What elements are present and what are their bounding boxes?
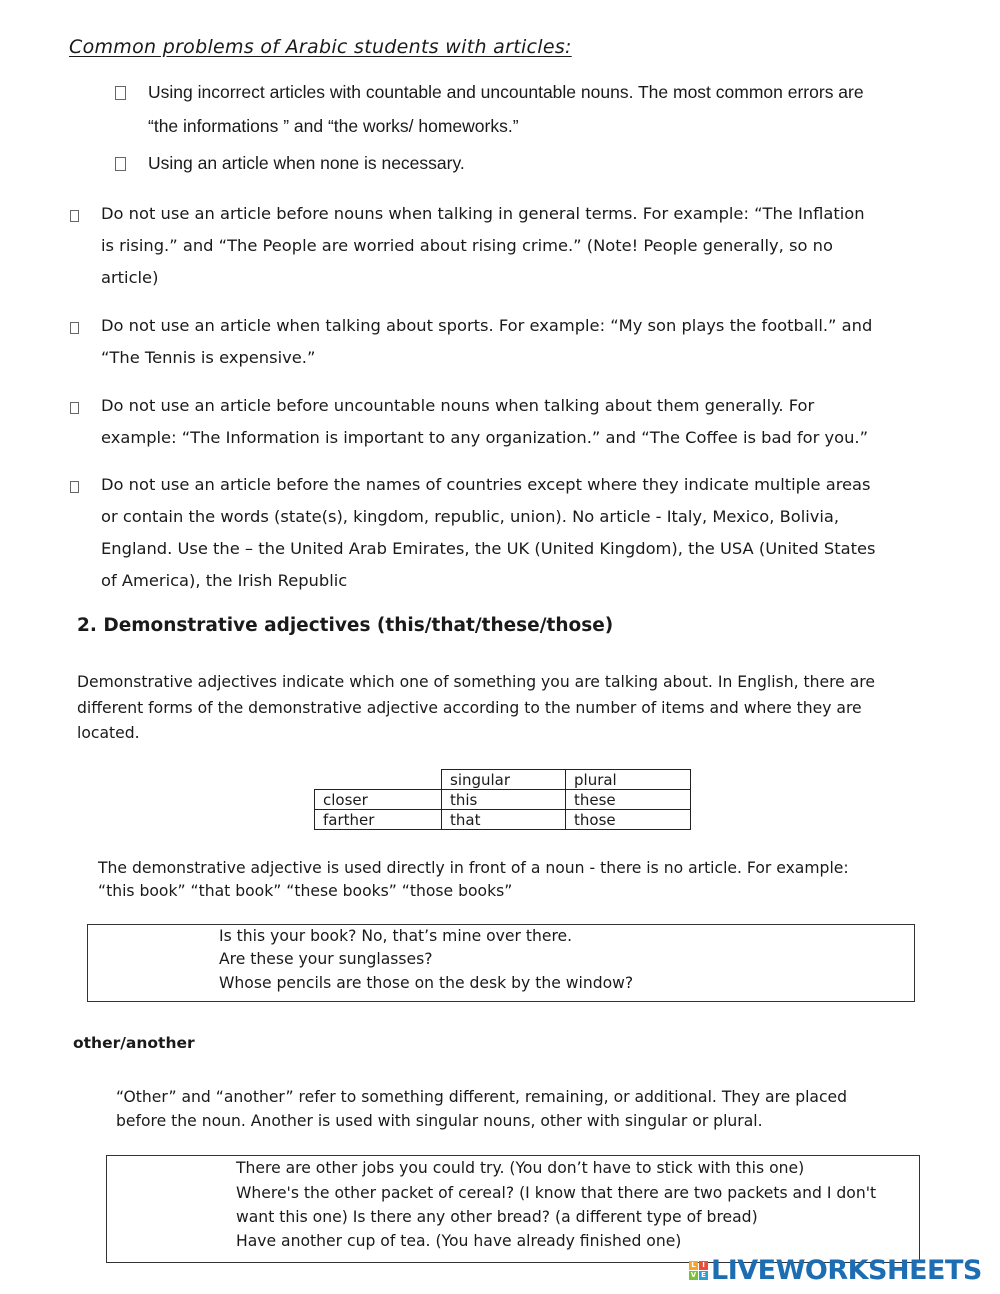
table-row — [315, 790, 691, 810]
table-cell: closer — [315, 790, 442, 810]
bullet-icon — [70, 481, 79, 493]
list-item-text: or contain the words (state(s), kingdom, republic, union). No article - Italy, Mexico, Bolivia, — [101, 507, 840, 526]
example-line: Whose pencils are those on the desk by the window? — [219, 974, 634, 992]
example-box — [87, 924, 915, 1002]
table-row — [315, 810, 691, 830]
table-cell: that — [442, 810, 566, 830]
subsection-title: other/another — [73, 1034, 195, 1052]
paragraph-line: The demonstrative adjective is used directly in front of a noun - there is no article. For example: — [98, 859, 849, 877]
list-item-text: Using incorrect articles with countable and uncountable nouns. The most common errors are — [148, 82, 864, 102]
paragraph-line: located. — [77, 724, 140, 742]
list-item — [115, 81, 955, 143]
example-line: There are other jobs you could try. (You don’t have to stick with this one) — [236, 1159, 805, 1177]
list-item-text: “The Tennis is expensive.” — [101, 348, 316, 367]
example-line: Is this your book? No, that’s mine over there. — [219, 927, 573, 945]
logo-blocks-icon: L I V E — [689, 1261, 708, 1280]
example-line: Where's the other packet of cereal? (I know that there are two packets and I don't — [236, 1184, 877, 1202]
table-header: plural — [566, 770, 691, 790]
example-line: want this one) Is there any other bread? (a different type of bread) — [236, 1208, 758, 1226]
example-box — [106, 1155, 920, 1263]
list-item-text: Do not use an article before uncountable nouns when talking about them generally. For — [101, 396, 815, 415]
list-item — [70, 475, 940, 597]
table-header: singular — [442, 770, 566, 790]
bullet-icon — [115, 86, 126, 100]
logo-text: LIVEWORKSHEETS — [711, 1255, 982, 1286]
list-item-text: “the informations ” and “the works/ homeworks.” — [148, 116, 519, 136]
table-cell: farther — [315, 810, 442, 830]
bullet-icon — [70, 322, 79, 334]
table-cell: these — [566, 790, 691, 810]
bullet-icon — [70, 402, 79, 414]
paragraph-line: “this book” “that book” “these books” “those books” — [98, 882, 513, 900]
list-item-text: Do not use an article before nouns when talking in general terms. For example: “The Inflation — [101, 204, 865, 223]
list-item-text: Do not use an article when talking about sports. For example: “My son plays the football.” and — [101, 316, 873, 335]
list-item-text: of America), the Irish Republic — [101, 571, 348, 590]
list-item — [70, 316, 940, 374]
bullet-icon — [115, 157, 126, 171]
list-item-text: is rising.” and “The People are worried about rising crime.” (Note! People generally, so no — [101, 236, 833, 255]
list-item — [115, 152, 955, 180]
other-paragraph — [116, 1086, 976, 1133]
example-line: Have another cup of tea. (You have already finished one) — [236, 1232, 682, 1250]
table-cell: those — [566, 810, 691, 830]
intro-paragraph — [77, 670, 957, 747]
list-item-text: England. Use the – the United Arab Emirates, the UK (United Kingdom), the USA (United States — [101, 539, 876, 558]
list-item-text: example: “The Information is important to any organization.” and “The Coffee is bad for you.” — [101, 428, 869, 447]
demonstrative-table — [314, 769, 691, 830]
table-row — [315, 770, 691, 790]
paragraph-line: different forms of the demonstrative adjective according to the number of items and where they are — [77, 698, 862, 717]
page-heading: Common problems of Arabic students with articles: — [69, 36, 572, 58]
example-line: Are these your sunglasses? — [219, 950, 433, 968]
table-cell: this — [442, 790, 566, 810]
paragraph-line: before the noun. Another is used with singular nouns, other with singular or plural. — [116, 1111, 763, 1130]
list-item-text: Using an article when none is necessary. — [148, 153, 465, 173]
table-cell — [315, 770, 442, 790]
list-item — [70, 396, 940, 454]
paragraph-line: “Other” and “another” refer to something different, remaining, or additional. They are placed — [116, 1088, 848, 1106]
bullet-icon — [70, 210, 79, 222]
section-title: 2. Demonstrative adjectives (this/that/these/those) — [77, 615, 614, 636]
list-item-text: article) — [101, 268, 159, 287]
paragraph-line: Demonstrative adjectives indicate which one of something you are talking about. In English, there are — [77, 673, 875, 691]
list-item — [70, 204, 940, 294]
liveworksheets-logo — [689, 1255, 982, 1286]
note-paragraph — [98, 857, 958, 903]
list-item-text: Do not use an article before the names of countries except where they indicate multiple areas — [101, 475, 871, 494]
